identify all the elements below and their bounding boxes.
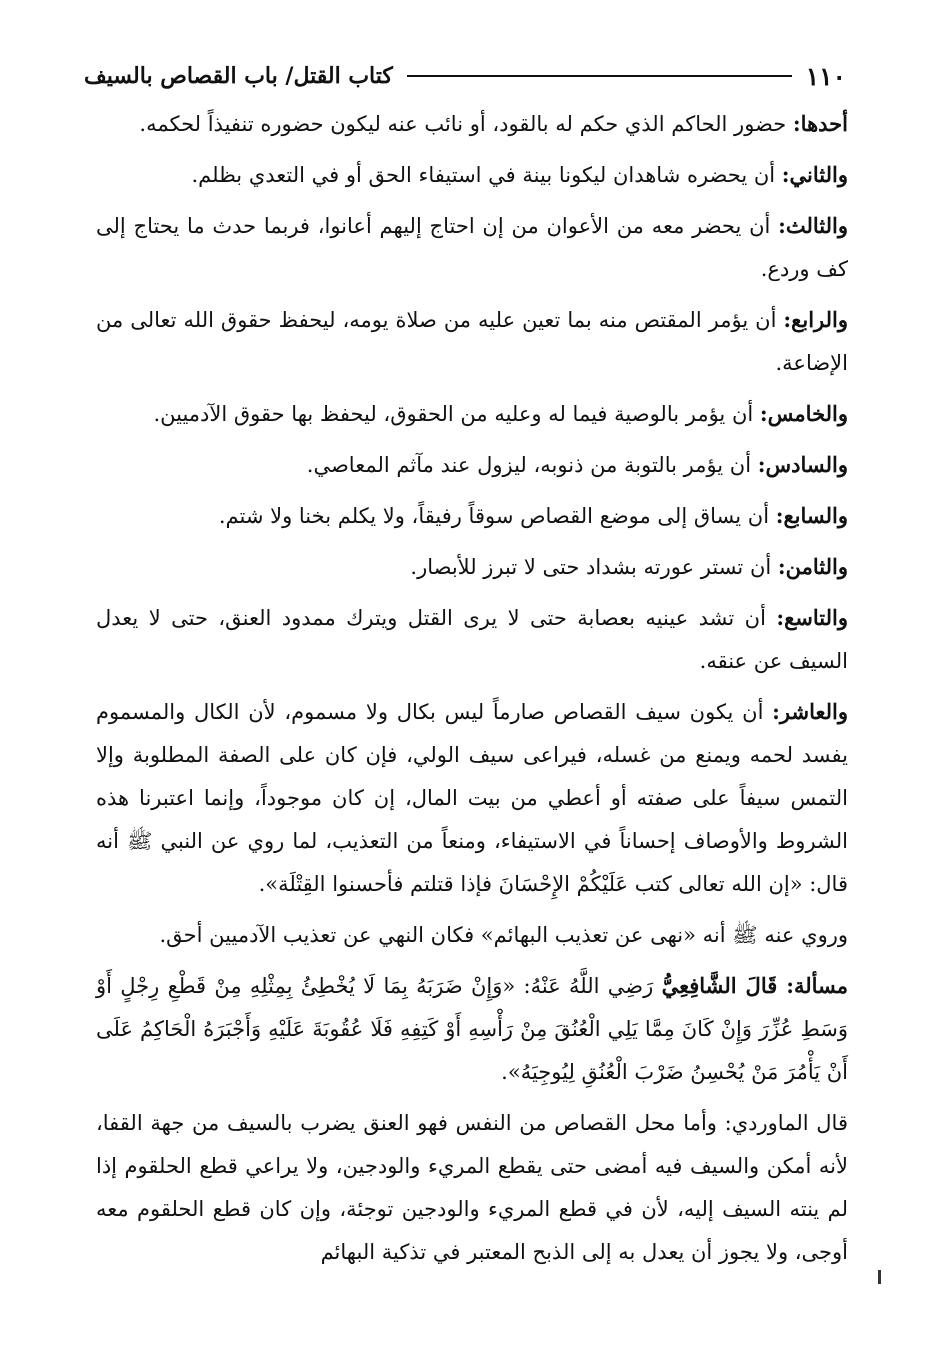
paragraph-text: حضور الحاكم الذي حكم له بالقود، أو نائب عنه ليكون حضوره تنفيذاً لحكمه. [139,112,793,136]
margin-mark [878,1270,881,1284]
paragraph-text: أن يكون سيف القصاص صارماً ليس بكال ولا مسموم، لأن الكال والمسموم يفسد لحمه ويمنع من غسله، فيراعى سيف الولي، فإن كان على الصفة المطلوبة وإلا التمس سيفاً على صفته أو أعطي من بيت المال، إن كان موجوداً، وإنما اعتبرنا هذه الشروط والأوصاف إحساناً في الاستيفاء، ومنعاً من التعذيب، لما روي عن النبي ﷺ أنه قال: «إن الله تعالى كتب عَلَيْكُمْ الإِحْسَانَ فإذا قتلتم فأحسنوا القِتْلَة». [96,700,848,896]
paragraph-text: قال الماوردي: وأما محل القصاص من النفس فهو العنق يضرب بالسيف من جهة القفا، لأنه أمكن والسيف فيه أمضى حتى يقطع المريء والودجين، ولا يراعي قطع الحلقوم إذا لم ينته السيف إليه، لأن في قطع المريء والودجين توجئة، وإن كان قطع الحلقوم معه أوجى، ولا يجوز أن يعدل به إلى الذبح المعتبر في تذكية البهائم [96,1111,848,1264]
paragraph-label: والثامن: [777,554,848,579]
paragraph-label: والخامس: [759,401,848,426]
paragraph-label: والتاسع: [776,605,848,630]
paragraph-label: مسألة: قَالَ الشَّافِعِيُّ [661,973,848,998]
paragraph-text: أن يؤمر بالتوبة من ذنوبه، ليزول عند مآثم المعاصي. [306,453,758,477]
paragraph-text: أن تستر عورته بشداد حتى لا تبرز للأبصار. [410,555,778,579]
paragraph [96,964,848,1094]
paragraph-label: والعاشر: [772,699,848,724]
paragraph [96,392,848,436]
paragraph [96,298,848,385]
paragraph-text: أن يؤمر المقتص منه بما تعين عليه من صلاة يومه، ليحفظ حقوق الله تعالى من الإضاعة. [96,308,848,375]
page-body [96,102,848,1281]
paragraph-text: رَضِي اللَّهُ عَنْهُ: «وَإِنْ ضَرَبَهُ بِمَا لَا يُخْطِئُ بِمِثْلِهِ مِنْ قَطْعِ رِجْلٍ أَوْ وَسَطِ عُزِّرَ وَإِنْ كَانَ مِمَّا يَلِي الْعُنُقَ مِنْ رَأْسِهِ أَوْ كَتِفِهِ فَلَا عُقُوبَةَ عَلَيْهِ وَأَجْبَرَهُ الْحَاكِمُ عَلَى أَنْ يَأْمُرَ مَنْ يُحْسِنُ ضَرْبَ الْعُنُقِ لِيُوجِيَهُ». [96,974,848,1084]
paragraph-label: والسابع: [775,503,848,528]
paragraph-label: والرابع: [783,307,848,332]
header-rule [407,75,792,77]
paragraph [96,690,848,906]
paragraph [96,443,848,487]
paragraph [96,1101,848,1274]
paragraph-text: أن تشد عينيه بعصابة حتى لا يرى القتل ويترك ممدود العنق، حتى لا يعدل السيف عن عنقه. [96,606,848,673]
paragraph-text: أن يؤمر بالوصية فيما له وعليه من الحقوق، ليحفظ بها حقوق الآدميين. [153,402,760,426]
paragraph-text: أن يحضره شاهدان ليكونا بينة في استيفاء الحق أو في التعدي بظلم. [191,163,782,187]
page-number: ١١٠ [805,61,846,91]
page-header [84,58,846,94]
paragraph [96,545,848,589]
paragraph [96,494,848,538]
paragraph-label: والثالث: [778,213,848,238]
paragraph-text: وروي عنه ﷺ أنه «نهى عن تعذيب البهائم» فكان النهي عن تعذيب الآدميين أحق. [159,923,848,947]
paragraph [96,204,848,291]
paragraph [96,913,848,957]
paragraph [96,153,848,197]
paragraph-label: والثاني: [781,162,848,187]
paragraph-text: أن يحضر معه من الأعوان من إن احتاج إليهم أعانوا، فربما حدث ما يحتاج إلى كف وردع. [96,214,848,281]
paragraph [96,102,848,146]
paragraph-label: والسادس: [757,452,848,477]
paragraph-text: أن يساق إلى موضع القصاص سوقاً رفيقاً، ولا يكلم بخنا ولا شتم. [218,504,776,528]
paragraph-label: أحدها: [792,111,848,136]
running-title: كتاب القتل/ باب القصاص بالسيف [84,63,393,89]
paragraph [96,596,848,683]
